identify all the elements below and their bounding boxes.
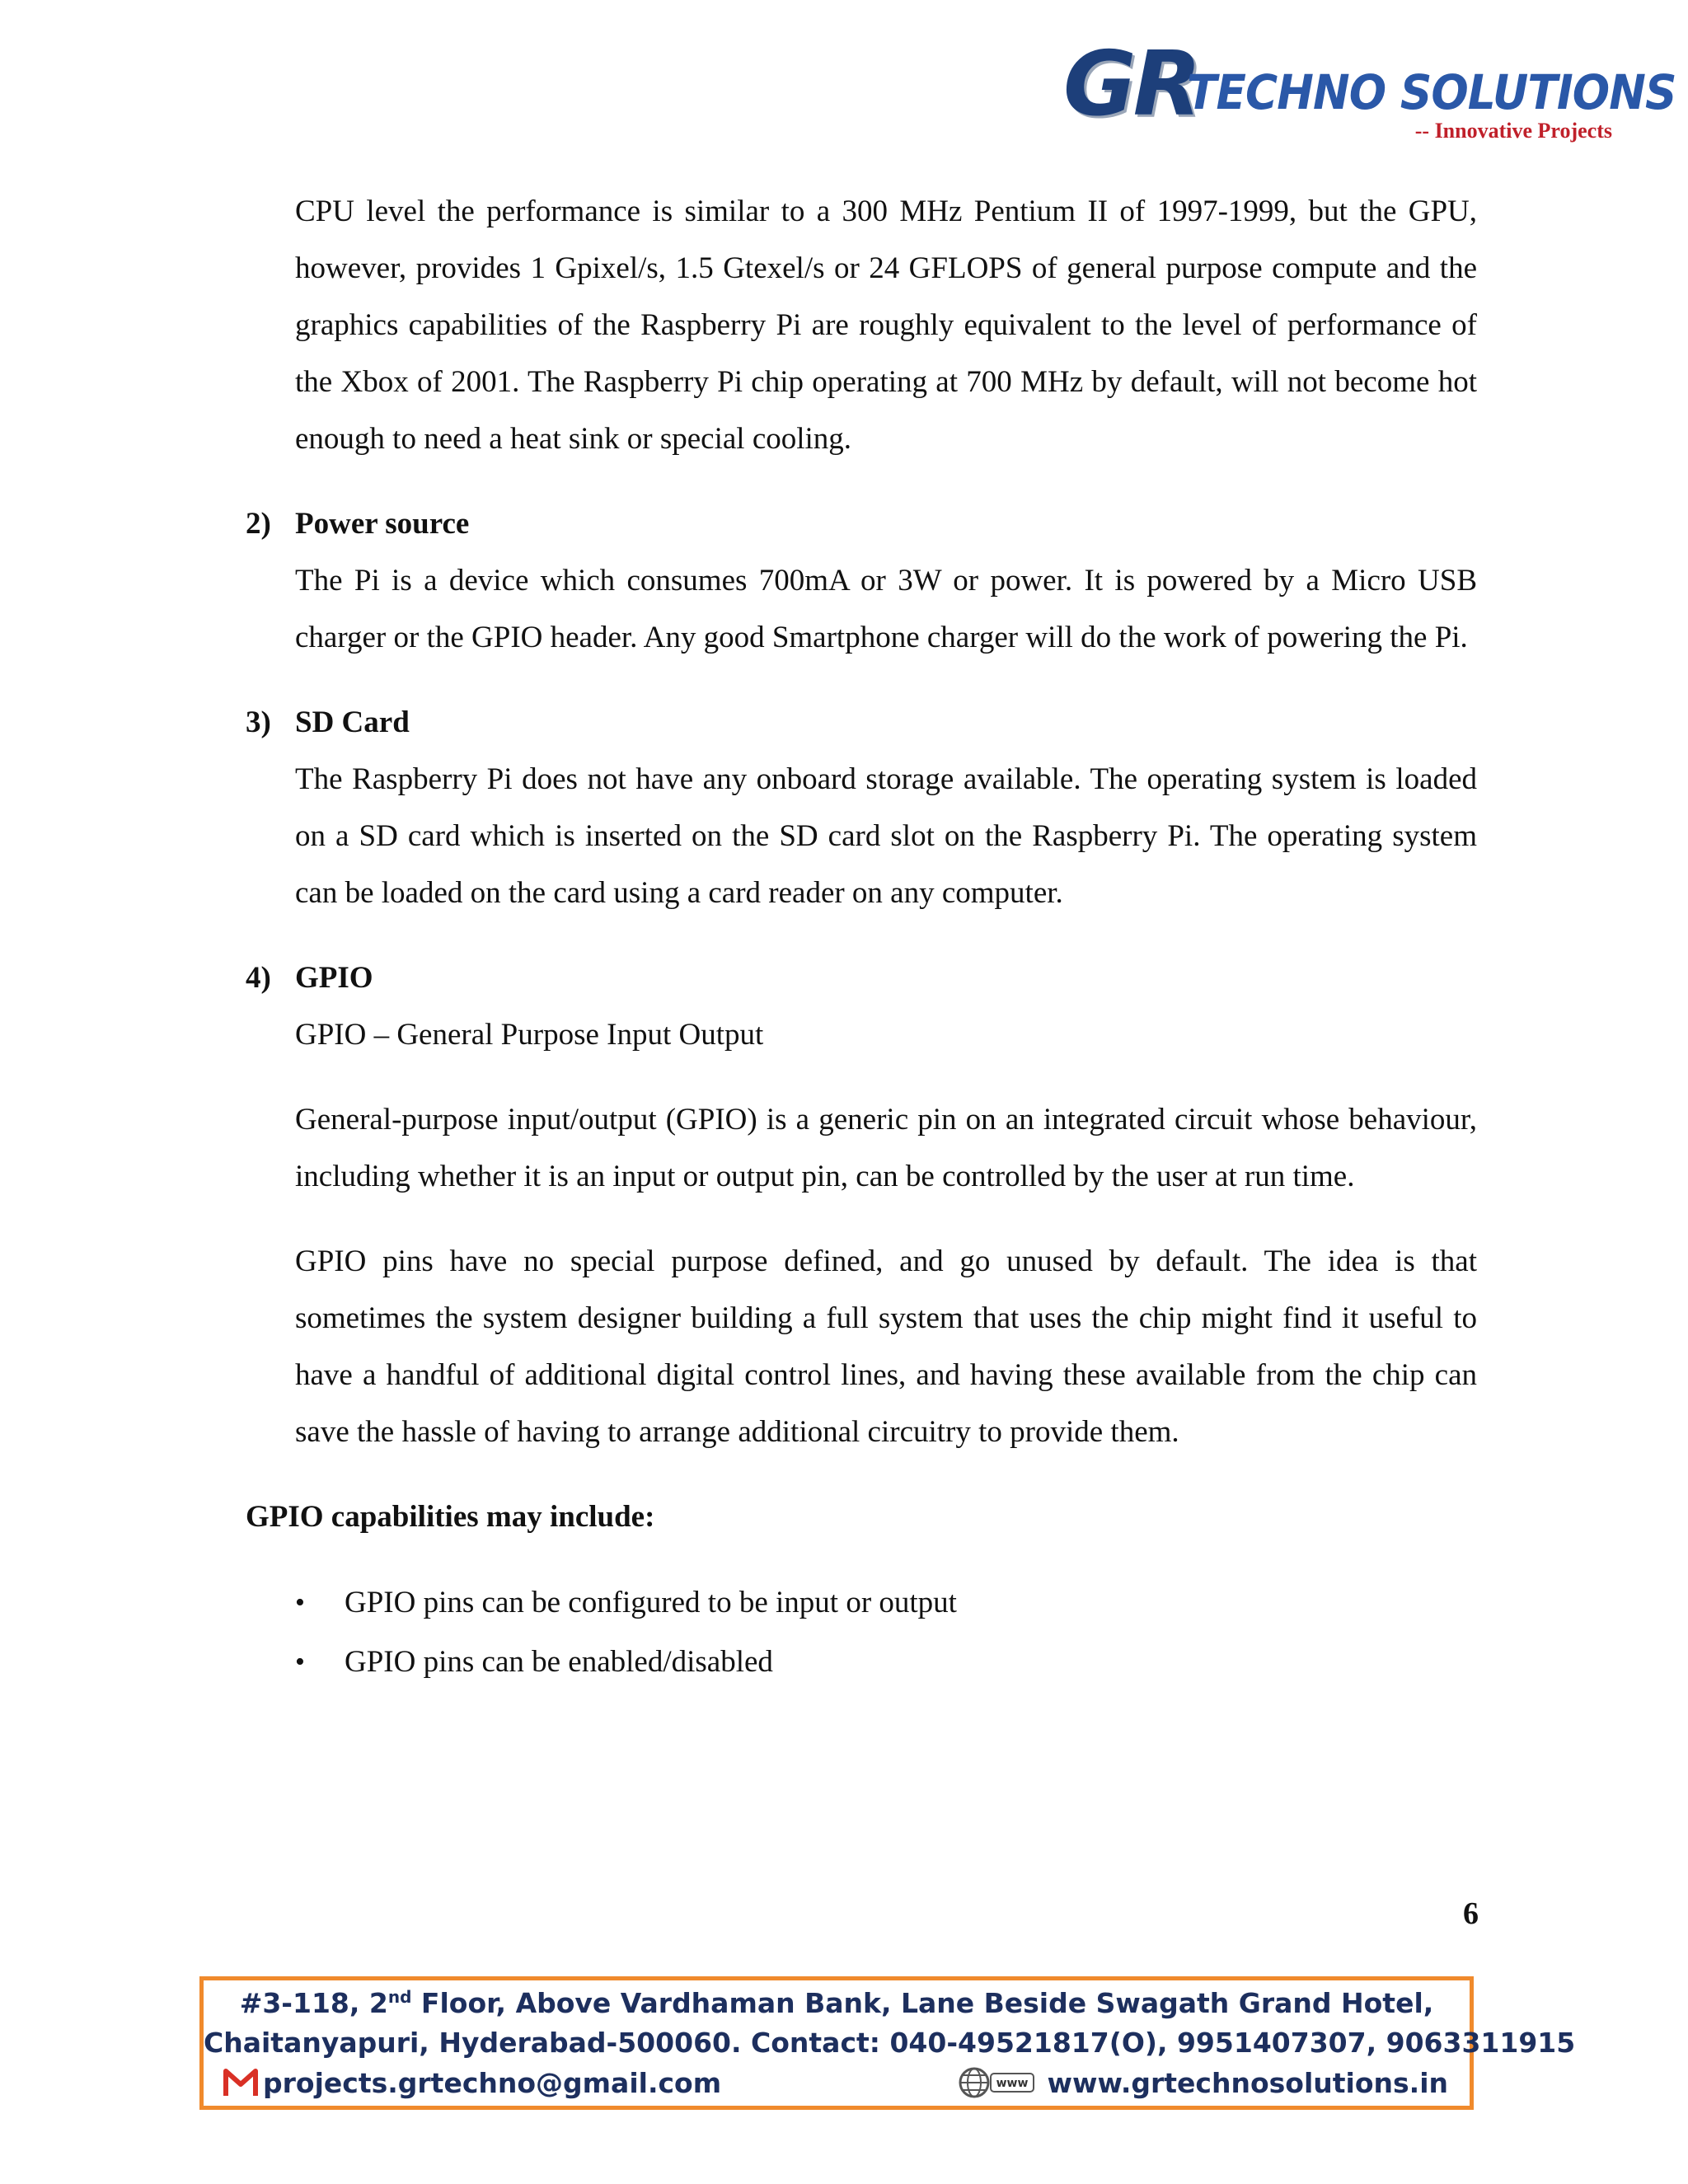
gpio-paragraph-1: General-purpose input/output (GPIO) is a generic pin on an integrated circuit whose behaviour, including whether it is an input or output pin, can be controlled by the user at run time. (295, 1103, 1477, 1193)
list-item (295, 1633, 1477, 1692)
section-title: Power source (295, 507, 470, 541)
power-source-paragraph: The Pi is a device which consumes 700mA or 3W or power. It is powered by a Micro USB charger or the GPIO header. Any good Smartphone charger will do the work of powering the Pi. (295, 564, 1477, 654)
address-part: Floor, Above Vardhaman Bank, Lane Beside Swagath Grand Hotel, (411, 1987, 1434, 2019)
section-title: SD Card (295, 705, 410, 739)
document-body (246, 183, 1477, 1692)
globe-www-icon (958, 2066, 1037, 2099)
list-item (295, 1573, 1477, 1633)
footer-email[interactable] (223, 2066, 721, 2099)
footer-address-line-2: Chaitanyapuri, Hyderabad-500060. Contact: 040-49521817(O), 9951407307, 9063311915 (204, 2027, 1576, 2059)
bullet-icon: • (295, 1587, 305, 1618)
sd-card-paragraph: The Raspberry Pi does not have any onboard storage available. The operating system is loaded on a SD card which is inserted on the SD card slot on the Raspberry Pi. The operating system can be loaded on the card using a card reader on any computer. (295, 762, 1477, 910)
logo-name-text: TECHNO SOLUTIONS (1187, 64, 1676, 120)
address-part: #3-118, 2 (239, 1987, 388, 2019)
address-superscript: nd (387, 1987, 412, 2007)
email-text: projects.grtechno@gmail.com (263, 2066, 722, 2099)
www-label: www (996, 2077, 1029, 2090)
gpio-subtitle: GPIO – General Purpose Input Output (295, 1018, 764, 1052)
footer-banner (199, 1976, 1576, 2110)
footer-website[interactable] (958, 2066, 1448, 2099)
page-number: 6 (1463, 1896, 1479, 1931)
website-text: www.grtechnosolutions.in (1047, 2066, 1448, 2099)
section-heading-gpio (246, 949, 1477, 1006)
section-number: 2) (246, 507, 271, 541)
capabilities-heading: GPIO capabilities may include: (246, 1500, 655, 1534)
logo-gr-text: GR (1063, 33, 1198, 136)
intro-paragraph: CPU level the performance is similar to a 300 MHz Pentium II of 1997-1999, but the GPU, however, provides 1 Gpixel/s, 1.5 Gtexel/s or 24 GFLOPS of general purpose compute and the graphics capabilities of the Raspberry Pi are roughly equivalent to the level of performance of the Xbox of 2001. The Raspberry Pi chip operating at 700 MHz by default, will not become hot enough to need a heat sink or special cooling. (295, 194, 1477, 456)
section-title: GPIO (295, 961, 373, 995)
footer-address-line-1 (204, 1987, 1470, 2019)
capabilities-list (295, 1573, 1477, 1692)
list-item-text: GPIO pins can be enabled/disabled (345, 1645, 773, 1679)
section-heading-sd-card (246, 694, 1477, 751)
logo-tagline: -- Innovative Projects (1414, 119, 1612, 143)
section-heading-power (246, 495, 1477, 552)
company-logo (1063, 33, 1676, 148)
bullet-icon: • (295, 1647, 305, 1677)
section-number: 4) (246, 961, 271, 995)
gmail-icon (223, 2066, 258, 2099)
section-number: 3) (246, 705, 271, 739)
gpio-paragraph-2: GPIO pins have no special purpose defined, and go unused by default. The idea is that sometimes the system designer building a full system that uses the chip might find it useful to have a handful of additional digital control lines, and having these available from the chip can save the hassle of having to arrange additional circuitry to provide them. (295, 1244, 1477, 1449)
list-item-text: GPIO pins can be configured to be input or output (345, 1586, 957, 1619)
